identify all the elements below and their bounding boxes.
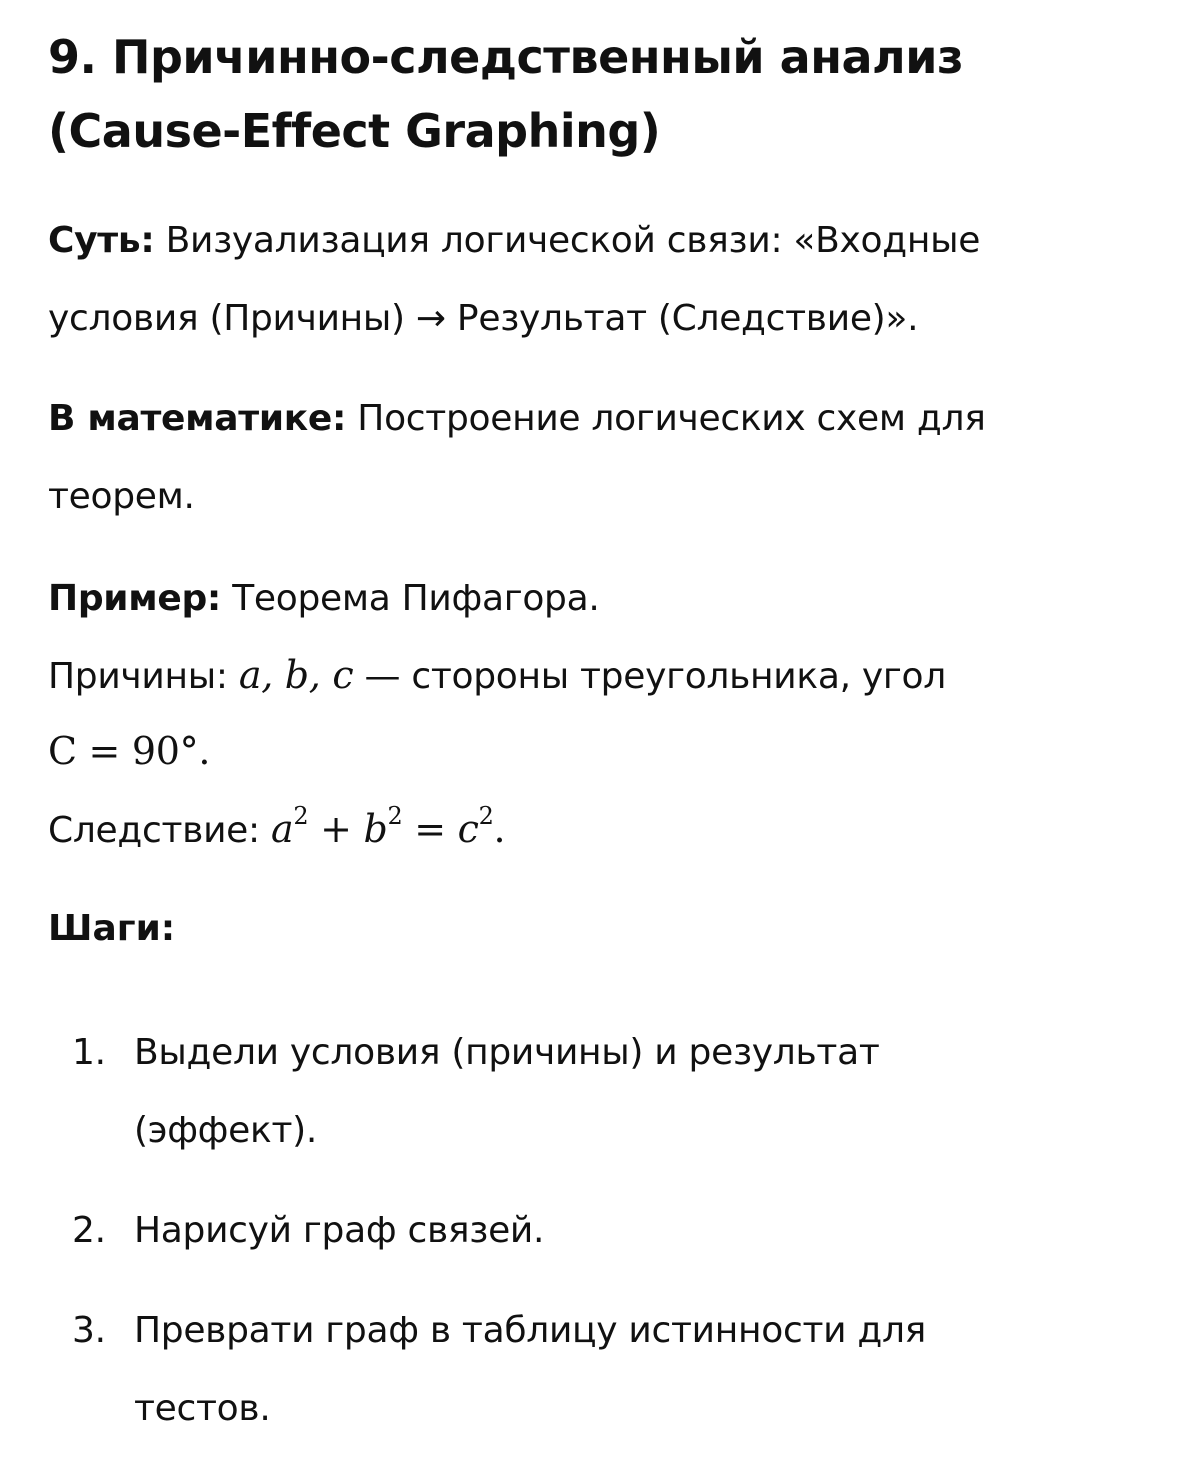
example-line bbox=[48, 560, 1128, 638]
equals-sign: = bbox=[414, 807, 446, 851]
step-number: 1. bbox=[72, 1032, 106, 1073]
math-text: Построение логических схем для теорем. bbox=[48, 398, 986, 517]
var-a: a bbox=[271, 807, 294, 851]
example-text: Теорема Пифагора. bbox=[232, 578, 600, 619]
formula-end: . bbox=[493, 807, 506, 851]
effect-label: Следствие: bbox=[48, 810, 260, 851]
math-paragraph bbox=[48, 380, 1108, 536]
step-number: 3. bbox=[72, 1310, 106, 1351]
list-item bbox=[48, 1014, 1034, 1170]
pythagorean-formula bbox=[271, 802, 506, 851]
step-text: Преврати граф в таблицу истинности для тестов. bbox=[134, 1310, 927, 1429]
exp-c: 2 bbox=[478, 802, 494, 830]
angle-formula: C = 90°. bbox=[48, 729, 211, 773]
steps-list bbox=[48, 1014, 1148, 1448]
causes-line bbox=[48, 636, 1128, 716]
list-item bbox=[48, 1192, 1034, 1270]
math-label: В математике: bbox=[48, 398, 347, 439]
angle-line bbox=[48, 712, 1128, 792]
list-item bbox=[48, 1292, 1034, 1448]
var-b: b bbox=[363, 807, 388, 851]
step-number: 2. bbox=[72, 1210, 106, 1251]
causes-label: Причины: bbox=[48, 656, 228, 697]
essence-label: Суть: bbox=[48, 220, 155, 261]
step-text: Выдели условия (причины) и результат (эффект). bbox=[134, 1032, 880, 1151]
steps-heading: Шаги: bbox=[48, 908, 176, 949]
plus-sign: + bbox=[320, 807, 352, 851]
essence-text: Визуализация логической связи: «Входные условия (Причины) → Результат (Следствие)». bbox=[48, 220, 981, 339]
effect-line bbox=[48, 790, 1128, 870]
essence-paragraph bbox=[48, 202, 1108, 358]
causes-text: — стороны треугольника, угол bbox=[364, 656, 946, 697]
example-label: Пример: bbox=[48, 578, 222, 619]
causes-variables: a, b, c bbox=[238, 653, 354, 697]
exp-a: 2 bbox=[293, 802, 309, 830]
section-title: 9. Причинно-следственный анализ (Cause-Effect Graphing) bbox=[48, 30, 964, 158]
step-text: Нарисуй граф связей. bbox=[134, 1210, 545, 1251]
exp-b: 2 bbox=[387, 802, 403, 830]
var-c: c bbox=[457, 807, 479, 851]
